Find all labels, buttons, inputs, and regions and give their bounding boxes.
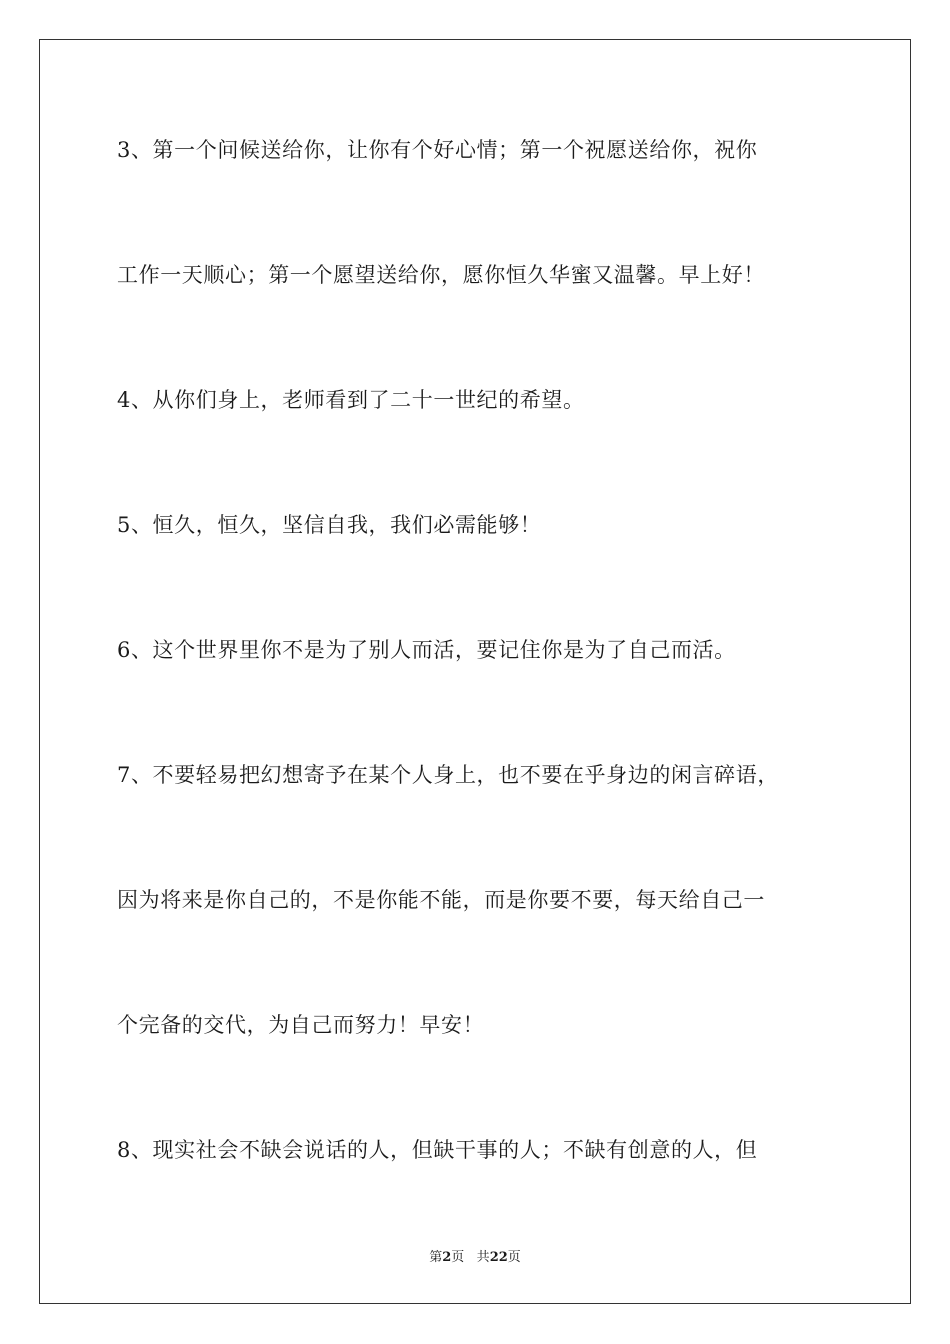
text-line-7: 因为将来是你自己的，不是你能不能，而是你要不要，每天给自己一 <box>117 888 765 912</box>
total-suffix: 页 <box>507 1250 521 1265</box>
page-suffix: 页 <box>451 1250 465 1265</box>
page-number: 2 <box>442 1250 452 1265</box>
text-line-8: 个完备的交代，为自己而努力！早安！ <box>117 1013 485 1037</box>
page-prefix: 第 <box>429 1250 443 1265</box>
page-border <box>39 39 911 1304</box>
text-line-5: 6、这个世界里你不是为了别人而活，要记住你是为了自己而活。 <box>117 638 736 662</box>
text-line-1: 3、第一个问候送给你，让你有个好心情；第一个祝愿送给你，祝你 <box>117 138 758 162</box>
page-footer <box>0 1250 950 1266</box>
text-line-2: 工作一天顺心；第一个愿望送给你，愿你恒久华蜜又温馨。早上好！ <box>117 263 765 287</box>
total-prefix: 共 <box>476 1250 490 1265</box>
total-pages: 22 <box>489 1250 508 1265</box>
text-line-4: 5、恒久，恒久，坚信自我，我们必需能够！ <box>117 513 542 537</box>
text-line-6: 7、不要轻易把幻想寄予在某个人身上，也不要在乎身边的闲言碎语， <box>117 763 779 787</box>
text-line-3: 4、从你们身上，老师看到了二十一世纪的希望。 <box>117 388 585 412</box>
text-line-9: 8、现实社会不缺会说话的人，但缺干事的人；不缺有创意的人，但 <box>117 1138 758 1162</box>
